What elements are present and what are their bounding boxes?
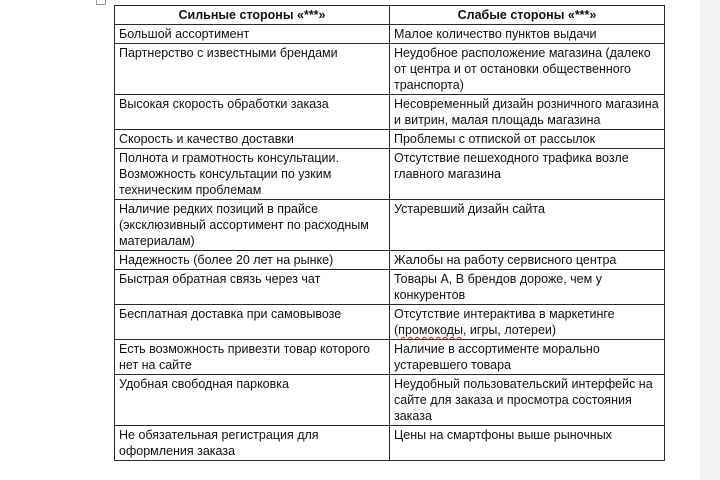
strength-cell[interactable]: Не обязательная регистрация для оформления заказа (115, 426, 390, 461)
table-row (115, 375, 665, 426)
weakness-cell[interactable]: Несовременный дизайн розничного магазина и витрин, малая площадь магазина (390, 95, 665, 130)
strengths-header: Сильные стороны «***» (115, 6, 390, 25)
weakness-cell[interactable]: Неудобное расположение магазина (далеко от центра и от остановки общественного транспорта) (390, 44, 665, 95)
weakness-cell[interactable]: Проблемы с отпиской от рассылок (390, 130, 665, 149)
weaknesses-header: Слабые стороны «***» (390, 6, 665, 25)
strength-cell[interactable]: Надежность (более 20 лет на рынке) (115, 251, 390, 270)
weakness-cell[interactable]: Товары А, В брендов дороже, чем у конкурентов (390, 270, 665, 305)
table-row (115, 25, 665, 44)
weakness-cell[interactable]: Малое количество пунктов выдачи (390, 25, 665, 44)
strength-cell[interactable]: Бесплатная доставка при самовывозе (115, 305, 390, 340)
table-row (115, 95, 665, 130)
table-header-row (115, 6, 665, 25)
table-row (115, 130, 665, 149)
weakness-cell[interactable]: Жалобы на работу сервисного центра (390, 251, 665, 270)
strength-cell[interactable]: Партнерство с известными брендами (115, 44, 390, 95)
spellcheck-underlined-word: промокоды (398, 323, 463, 337)
weakness-cell[interactable]: Цены на смартфоны выше рыночных (390, 426, 665, 461)
weakness-cell[interactable]: Отсутствие пешеходного трафика возле главного магазина (390, 149, 665, 200)
weakness-text-rest: , игры, лотереи) (462, 323, 557, 337)
table-move-handle[interactable] (96, 0, 106, 5)
strength-cell[interactable]: Быстрая обратная связь через чат (115, 270, 390, 305)
table-row (115, 270, 665, 305)
table-row (115, 149, 665, 200)
table-row (115, 305, 665, 340)
weakness-text: Отсутствие интерактива в маркетинге (394, 307, 615, 321)
weakness-cell[interactable]: Устаревший дизайн сайта (390, 200, 665, 251)
weakness-cell[interactable] (390, 305, 665, 340)
table-row (115, 251, 665, 270)
strength-cell[interactable]: Полнота и грамотность консультации. Возможность консультации по узким техническим проблемам (115, 149, 390, 200)
strength-cell[interactable]: Большой ассортимент (115, 25, 390, 44)
table-row (115, 200, 665, 251)
strength-cell[interactable]: Удобная свободная парковка (115, 375, 390, 426)
weakness-text-open: ( (394, 323, 399, 337)
weakness-cell[interactable]: Наличие в ассортименте морально устаревшего товара (390, 340, 665, 375)
strength-cell[interactable]: Высокая скорость обработки заказа (115, 95, 390, 130)
swot-table (114, 5, 665, 461)
weakness-cell[interactable]: Неудобный пользовательский интерфейс на сайте для заказа и просмотра состояния заказа (390, 375, 665, 426)
table-row (115, 426, 665, 461)
strength-cell[interactable]: Есть возможность привезти товар которого нет на сайте (115, 340, 390, 375)
strength-cell[interactable]: Скорость и качество доставки (115, 130, 390, 149)
strength-cell[interactable]: Наличие редких позиций в прайсе (эксклюзивный ассортимент по расходным материалам) (115, 200, 390, 251)
table-row (115, 44, 665, 95)
table-row (115, 340, 665, 375)
